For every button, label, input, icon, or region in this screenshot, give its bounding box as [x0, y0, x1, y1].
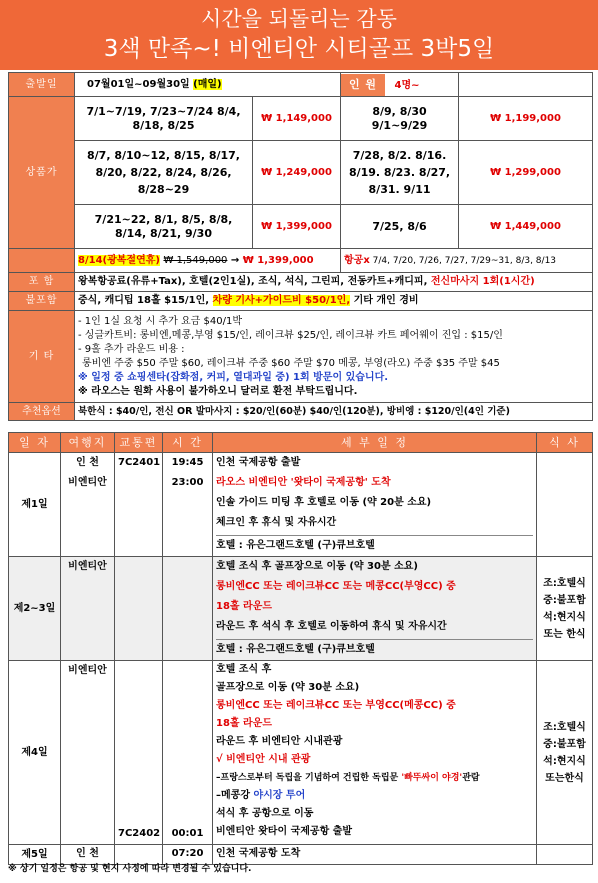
- schedule-table: [8, 432, 593, 865]
- day-places: [61, 557, 115, 661]
- meal: 또는한식: [545, 772, 584, 784]
- day-label: 제4일: [9, 661, 61, 845]
- depart-row: [9, 73, 593, 97]
- place: 비엔티안: [68, 561, 107, 572]
- detail-line: 체크인 후 휴식 및 자유시간: [216, 517, 337, 528]
- detail-line: 인천 국제공항 출발: [216, 457, 301, 468]
- time: 07:20: [171, 848, 204, 859]
- day-details: [213, 453, 537, 557]
- day-transport: [115, 453, 163, 557]
- detail-line: 18홀 라운드: [216, 601, 273, 612]
- header-meal: 식 사: [537, 433, 593, 453]
- include-text: [75, 273, 593, 292]
- place: 비엔티안: [68, 477, 107, 488]
- day-details: [213, 845, 537, 865]
- detail-line: 인천 국제공항 도착: [216, 848, 301, 859]
- meal: 또는 한식: [543, 628, 586, 640]
- banner-line-1: 시간을 되돌리는 감동: [201, 7, 397, 31]
- footer-note: ※ 상기 일정은 항공 및 현지 사정에 따라 변경될 수 있습니다.: [8, 864, 252, 874]
- etc-note: ※ 라오스는 원화 사용이 불가하오니 달러로 환전 부탁드립니다.: [78, 385, 358, 397]
- options-text: 북한식 : $40/인, 전신 OR 발마사지 : $20/인(60분) $40/인(120분), 방비엥 : $120/인(4인 기준): [75, 403, 593, 421]
- include-label: 포 함: [9, 273, 75, 292]
- include-items: 왕복항공료(유류+Tax), 호텔(2인1실), 조식, 석식, 그린피, 전동카트+캐디피,: [78, 276, 428, 287]
- options-label: 추천옵션: [9, 403, 75, 421]
- price-dates-a: 7/21~22, 8/1, 8/5, 8/8, 8/14, 8/21, 9/30: [75, 205, 253, 249]
- airfare-label: 항공x: [344, 254, 370, 266]
- schedule-header: [9, 433, 593, 453]
- depart-label: 출발일: [9, 73, 75, 97]
- exclude-text: [75, 292, 593, 311]
- time: 00:01: [171, 828, 204, 839]
- exclude-label: 불포함: [9, 292, 75, 311]
- place: 비엔티안: [68, 665, 107, 676]
- etc-line: - 9홀 추가 라운드 비용 :: [78, 343, 185, 355]
- detail-line: 비엔티안 왓타이 국제공항 출발: [216, 826, 353, 837]
- tour-text: 관람: [462, 773, 480, 783]
- schedule-day-2-3: [9, 557, 593, 661]
- day-label: 제1일: [9, 453, 61, 557]
- detail-tour-line: [216, 769, 533, 787]
- day-places: [61, 661, 115, 845]
- people-value: 4명~: [394, 79, 420, 91]
- day-times: [163, 661, 213, 845]
- schedule-day-1: [9, 453, 593, 557]
- header-place: 여행지: [61, 433, 115, 453]
- header-time: 시 간: [163, 433, 213, 453]
- hotel-line: 호텔 : 유은그랜드호텔 (구)큐브호텔: [216, 535, 533, 555]
- special-price: [75, 249, 341, 273]
- detail-line: √ 비엔티안 시내 관광: [216, 754, 311, 765]
- flight-number: 7C2402: [118, 828, 161, 839]
- exclude-items-a: 중식, 캐디팁 18홀 $15/1인,: [78, 295, 210, 306]
- schedule-day-4: [9, 661, 593, 845]
- special-price-row: [9, 249, 593, 273]
- price-row-3: [9, 205, 593, 249]
- price-dates-b: 7/28, 8/2. 8/16. 8/19. 8/23. 8/27, 8/31. 9/11: [341, 141, 459, 205]
- detail-line: 롱비엔CC 또는 레이크뷰CC 또는 메콩CC(부영CC) 중: [216, 581, 456, 592]
- price-label: 상품가: [9, 97, 75, 249]
- day-details: [213, 557, 537, 661]
- day-places: [61, 453, 115, 557]
- special-tag: 8/14(광복절연휴): [78, 254, 160, 266]
- time: 19:45: [171, 457, 204, 468]
- tour-text: –프랑스로부터 독립을 기념하여 건립한 독립문: [216, 773, 399, 783]
- price-value-a: ₩ 1,249,000: [253, 141, 341, 205]
- etc-line: 롱비엔 주중 $50 주말 $60, 레이크뷰 주중 $60 주말 $70 메콩, 부영(라오) 주중 $35 주말 $45: [82, 357, 500, 369]
- special-new-price: ₩ 1,399,000: [242, 254, 314, 266]
- detail-line: 골프장으로 이동 (약 30분 소요): [216, 682, 360, 693]
- mekong-highlight: 야시장 투어: [253, 790, 306, 801]
- meal: 조:호텔식: [543, 721, 586, 733]
- price-row-2: [9, 141, 593, 205]
- price-value-b: ₩ 1,199,000: [459, 97, 593, 141]
- product-info-table: [8, 72, 593, 421]
- price-value-a: ₩ 1,399,000: [253, 205, 341, 249]
- price-value-a: ₩ 1,149,000: [253, 97, 341, 141]
- day-details: [213, 661, 537, 845]
- day-transport: [115, 661, 163, 845]
- special-old-price: ₩ 1,549,000: [163, 254, 228, 266]
- people-label: 인 원: [341, 74, 385, 96]
- place: 인 천: [76, 457, 99, 468]
- detail-line: 라운드 후 비엔티안 시내관광: [216, 736, 343, 747]
- etc-label: 기 타: [9, 311, 75, 403]
- detail-line: 호텔 조식 후: [216, 664, 272, 675]
- price-value-b: ₩ 1,449,000: [459, 205, 593, 249]
- place: 인 천: [76, 848, 99, 859]
- arrow-icon: →: [230, 254, 240, 266]
- depart-dates: [75, 73, 341, 97]
- exclude-items-b: 기타 개인 경비: [353, 295, 419, 306]
- detail-line: 라운드 후 석식 후 호텔로 이동하여 휴식 및 자유시간: [216, 621, 447, 632]
- detail-line: 18홀 라운드: [216, 718, 273, 729]
- meal: 석:현지식: [543, 755, 586, 767]
- price-value-b: ₩ 1,299,000: [459, 141, 593, 205]
- meal: 조:호텔식: [543, 577, 586, 589]
- etc-note: ※ 일정 중 쇼핑센타(잡화점, 커피, 열대과일 중) 1회 방문이 있습니다.: [78, 371, 389, 383]
- meal: 중:불포함: [543, 594, 586, 606]
- day-meals: [537, 453, 593, 557]
- price-dates-a: 7/1~7/19, 7/23~7/24 8/4, 8/18, 8/25: [75, 97, 253, 141]
- price-row-1: [9, 97, 593, 141]
- detail-line: 석식 후 공항으로 이동: [216, 808, 314, 819]
- detail-line: 롱비엔CC 또는 레이크뷰CC 또는 부영CC(메콩CC) 중: [216, 700, 456, 711]
- airfare-dates: [341, 249, 593, 273]
- etc-line: - 싱글카트비: 롱비엔,메콩,부영 $15/인, 레이크뷰 $25/인, 레이크뷰 카트 페어웨이 진입 : $15/인: [78, 329, 503, 341]
- price-dates-b: 8/9, 8/30 9/1~9/29: [341, 97, 459, 141]
- exclude-row: [9, 292, 593, 311]
- detail-line: 인솔 가이드 미팅 후 호텔로 이동 (약 20분 소요): [216, 497, 432, 508]
- etc-row: [9, 311, 593, 403]
- airfare-dates-text: 7/4, 7/20, 7/26, 7/27, 7/29~31, 8/3, 8/13: [372, 255, 557, 266]
- meal: 석:현지식: [543, 611, 586, 623]
- flight-number: 7C2401: [118, 457, 161, 468]
- options-row: [9, 403, 593, 421]
- meal: 중:불포함: [543, 738, 586, 750]
- time: 23:00: [171, 477, 204, 488]
- hotel-line: 호텔 : 유은그랜드호텔 (구)큐브호텔: [216, 639, 533, 659]
- header-transport: 교통편: [115, 433, 163, 453]
- tour-highlight: '빠뚜싸이 야경': [401, 773, 463, 783]
- day-meals: [537, 557, 593, 661]
- include-row: [9, 273, 593, 292]
- depart-dates-text: 07월01일~09월30일: [87, 78, 190, 90]
- detail-line: 라오스 비엔티안 '왓타이 국제공항' 도착: [216, 477, 391, 488]
- etc-line: - 1인 1실 요청 시 추가 요금 $40/1박: [78, 315, 243, 327]
- detail-mekong-line: [216, 787, 533, 805]
- title-banner: [0, 0, 598, 70]
- include-extra: 전신마사지 1회(1시간): [430, 276, 535, 287]
- header-detail: 세 부 일 정: [213, 433, 537, 453]
- people-cell: [341, 73, 459, 97]
- day-meals: [537, 661, 593, 845]
- etc-notes: [75, 311, 593, 403]
- depart-daily: (매일): [193, 78, 222, 90]
- day-label: 제5일: [9, 845, 61, 865]
- price-dates-b: 7/25, 8/6: [341, 205, 459, 249]
- price-dates-a: 8/7, 8/10~12, 8/15, 8/17, 8/20, 8/22, 8/24, 8/26, 8/28~29: [75, 141, 253, 205]
- day-label: 제2~3일: [9, 557, 61, 661]
- detail-line: 호텔 조식 후 골프장으로 이동 (약 30분 소요): [216, 561, 418, 572]
- exclude-highlight: 차량 기사+가이드비 $50/1인,: [212, 295, 351, 306]
- banner-line-2: 3색 만족~! 비엔티안 시티골프 3박5일: [103, 36, 495, 62]
- day-times: [163, 453, 213, 557]
- header-day: 일 자: [9, 433, 61, 453]
- mekong-text: –메콩강: [216, 790, 250, 801]
